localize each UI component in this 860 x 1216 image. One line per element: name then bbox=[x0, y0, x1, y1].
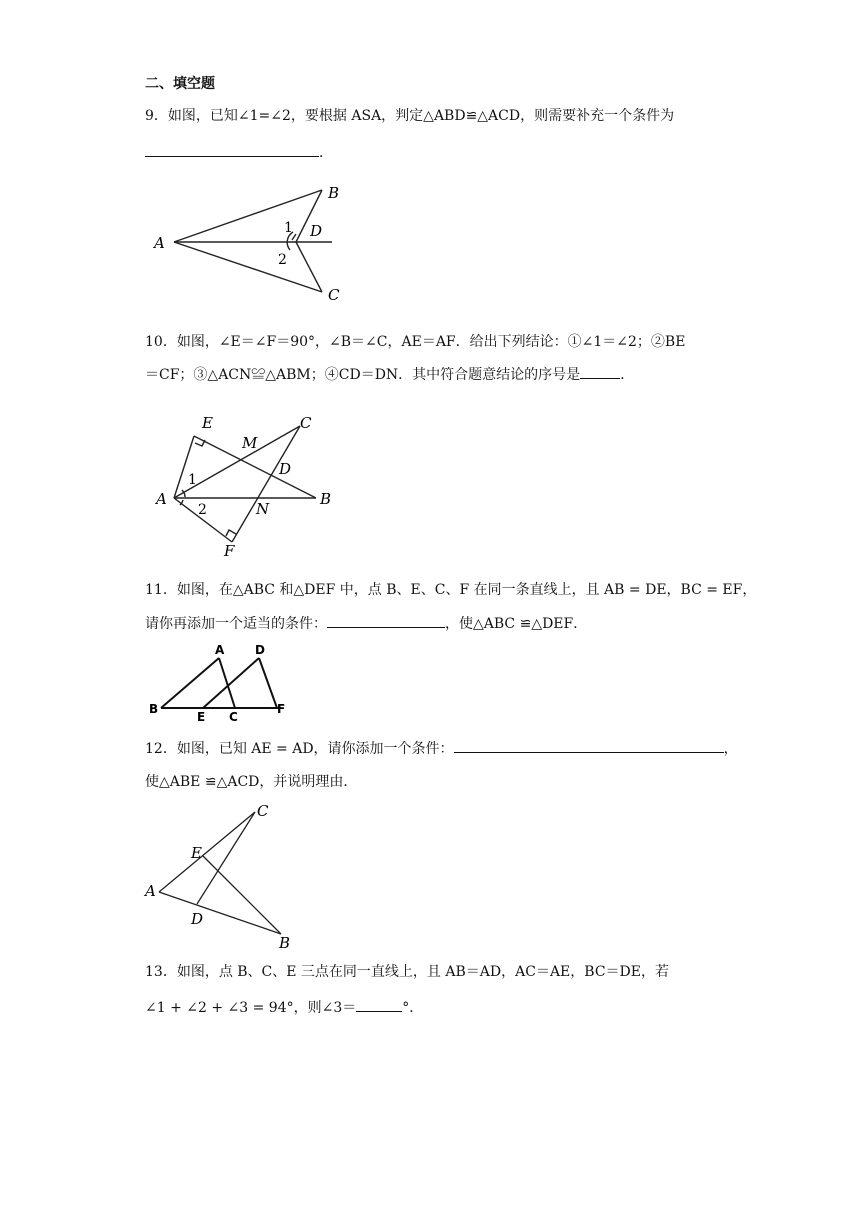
q9-answer-blank[interactable] bbox=[145, 142, 319, 157]
q11-label-e: E bbox=[197, 710, 206, 724]
q10-text-line2 bbox=[145, 364, 634, 385]
q10-text-line1: 10．如图，∠E＝∠F＝90°，∠B＝∠C，AE＝AF．给出下列结论：①∠1＝∠2；②BE bbox=[145, 334, 686, 350]
q11-segment-df bbox=[259, 658, 277, 708]
q10-label-b: B bbox=[320, 490, 332, 508]
q9-label-b: B bbox=[328, 184, 340, 202]
q10-label-a: A bbox=[156, 490, 167, 508]
q10-label-m: M bbox=[242, 434, 258, 452]
q13-text-line2-start: ∠1 + ∠2 + ∠3 = 94°，则∠3＝ bbox=[145, 1000, 357, 1016]
q12-figure bbox=[145, 800, 295, 950]
q10-label-e: E bbox=[202, 414, 213, 432]
q12-segment-eb bbox=[203, 856, 281, 934]
q11-label-d: D bbox=[255, 643, 265, 657]
q13-degree-period: °． bbox=[402, 1000, 424, 1016]
q11-figure bbox=[145, 640, 295, 722]
q10-figure bbox=[150, 410, 350, 560]
q10-period: ． bbox=[620, 367, 635, 383]
q9-text-line1: 9．如图，已知∠1=∠2，要根据 ASA，判定△ABD≌△ACD，则需要补充一个条件为 bbox=[145, 108, 675, 124]
q11-text-line2-end: ，使△ABC ≌△DEF． bbox=[445, 616, 588, 632]
q10-label-d: D bbox=[279, 460, 292, 478]
q12-text-line1-start: 12．如图，已知 AE = AD，请你添加一个条件： bbox=[145, 741, 454, 757]
q10-label-f: F bbox=[224, 542, 235, 560]
q11-text-line2-start: 请你再添加一个适当的条件： bbox=[145, 616, 327, 632]
q12-segment-ac bbox=[159, 812, 255, 892]
q12-label-b: B bbox=[279, 934, 291, 952]
q13-text-line2 bbox=[145, 997, 423, 1018]
q12-segment-ab bbox=[159, 892, 281, 934]
q10-answer-blank[interactable] bbox=[580, 364, 620, 379]
q12-label-e: E bbox=[191, 844, 202, 862]
q11-label-a: A bbox=[215, 643, 225, 657]
q11-text-line1: 11．如图，在△ABC 和△DEF 中，点 B、E、C、F 在同一条直线上，且 AB = DE，BC = EF， bbox=[145, 582, 757, 598]
q10-label-n: N bbox=[256, 500, 270, 518]
q12-label-a: A bbox=[145, 882, 156, 900]
q12-label-c: C bbox=[257, 802, 269, 820]
q10-label-c: C bbox=[300, 414, 312, 432]
q12-label-d: D bbox=[191, 910, 204, 928]
q12-text-line2: 使△ABE ≌△ACD，并说明理由． bbox=[145, 774, 358, 790]
q13-text-line1: 13．如图，点 B、C、E 三点在同一直线上，且 AB＝AD，AC＝AE，BC＝DE，若 bbox=[145, 964, 669, 980]
q12-text-line1 bbox=[145, 738, 738, 759]
q10-right-angle-f bbox=[226, 530, 236, 536]
q9-text-line2 bbox=[145, 142, 333, 163]
q11-label-f: F bbox=[277, 702, 286, 716]
q9-figure bbox=[150, 180, 350, 305]
q10-label-angle2: 2 bbox=[198, 502, 207, 518]
q12-text-line1-end: ， bbox=[723, 741, 738, 757]
q11-label-c: C bbox=[229, 710, 238, 724]
q9-label-a: A bbox=[154, 234, 165, 252]
q10-label-angle1: 1 bbox=[188, 472, 197, 488]
q11-label-b: B bbox=[149, 702, 159, 716]
q9-label-c: C bbox=[328, 286, 340, 304]
q12-answer-blank[interactable] bbox=[454, 738, 724, 753]
q11-segment-ac bbox=[219, 658, 235, 708]
q9-label-d: D bbox=[310, 222, 323, 240]
section-title: 二、填空题 bbox=[145, 76, 215, 92]
q9-label-angle1: 1 bbox=[284, 220, 293, 236]
q10-text-line2-main: ＝CF；③△ACN≌△ABM；④CD＝DN．其中符合题意结论的序号是 bbox=[145, 367, 581, 383]
q9-period: ． bbox=[319, 145, 333, 161]
q9-label-angle2: 2 bbox=[278, 252, 287, 268]
q11-answer-blank[interactable] bbox=[327, 613, 445, 628]
q11-text-line2 bbox=[145, 613, 587, 634]
q13-answer-blank[interactable] bbox=[356, 997, 402, 1012]
